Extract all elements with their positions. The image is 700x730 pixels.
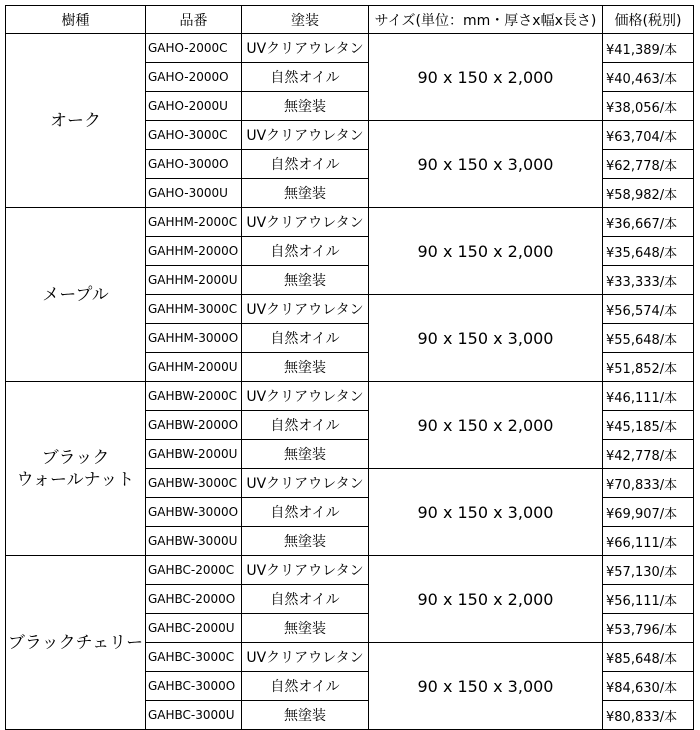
finish-type: 自然オイル xyxy=(242,324,369,353)
species-label: ブラックチェリー xyxy=(7,632,144,653)
species-cell xyxy=(6,34,146,208)
price-cell: ¥41,389/本 xyxy=(603,34,694,63)
size-cell: 90 x 150 x 2,000 xyxy=(369,382,603,469)
finish-type: 自然オイル xyxy=(242,411,369,440)
product-code: GAHHM-2000U xyxy=(146,353,242,382)
product-code: GAHBW-3000C xyxy=(146,469,242,498)
species-cell xyxy=(6,208,146,382)
price-cell: ¥33,333/本 xyxy=(603,266,694,295)
product-code: GAHBC-2000C xyxy=(146,556,242,585)
product-code: GAHHM-2000U xyxy=(146,266,242,295)
product-code: GAHBC-3000U xyxy=(146,701,242,730)
price-cell: ¥53,796/本 xyxy=(603,614,694,643)
table-body xyxy=(6,34,694,730)
product-code: GAHO-2000C xyxy=(146,34,242,63)
price-cell: ¥36,667/本 xyxy=(603,208,694,237)
finish-type: 無塗装 xyxy=(242,614,369,643)
finish-type: UVクリアウレタン xyxy=(242,121,369,150)
price-table-container xyxy=(5,5,694,730)
size-cell: 90 x 150 x 3,000 xyxy=(369,643,603,730)
finish-type: UVクリアウレタン xyxy=(242,208,369,237)
header-finish: 塗装 xyxy=(242,6,369,34)
price-cell: ¥38,056/本 xyxy=(603,92,694,121)
price-cell: ¥69,907/本 xyxy=(603,498,694,527)
price-cell: ¥56,111/本 xyxy=(603,585,694,614)
price-cell: ¥63,704/本 xyxy=(603,121,694,150)
header-size: サイズ(単位：mm・厚さx幅x長さ) xyxy=(369,6,603,34)
species-label: メープル xyxy=(42,284,109,305)
finish-type: UVクリアウレタン xyxy=(242,295,369,324)
size-cell: 90 x 150 x 3,000 xyxy=(369,469,603,556)
price-cell: ¥56,574/本 xyxy=(603,295,694,324)
finish-type: UVクリアウレタン xyxy=(242,469,369,498)
finish-type: 自然オイル xyxy=(242,237,369,266)
finish-type: 自然オイル xyxy=(242,150,369,179)
price-cell: ¥42,778/本 xyxy=(603,440,694,469)
product-code: GAHBC-2000U xyxy=(146,614,242,643)
price-cell: ¥58,982/本 xyxy=(603,179,694,208)
size-cell: 90 x 150 x 3,000 xyxy=(369,295,603,382)
finish-type: 無塗装 xyxy=(242,440,369,469)
finish-type: UVクリアウレタン xyxy=(242,382,369,411)
price-cell: ¥80,833/本 xyxy=(603,701,694,730)
price-cell: ¥40,463/本 xyxy=(603,63,694,92)
product-code: GAHBW-2000O xyxy=(146,411,242,440)
finish-type: 自然オイル xyxy=(242,498,369,527)
finish-type: 自然オイル xyxy=(242,672,369,701)
product-code: GAHBW-2000U xyxy=(146,440,242,469)
finish-type: 自然オイル xyxy=(242,63,369,92)
finish-type: UVクリアウレタン xyxy=(242,34,369,63)
price-cell: ¥45,185/本 xyxy=(603,411,694,440)
product-code: GAHO-3000O xyxy=(146,150,242,179)
header-price: 価格(税別) xyxy=(603,6,694,34)
header-row xyxy=(6,6,694,34)
size-cell: 90 x 150 x 2,000 xyxy=(369,208,603,295)
product-code: GAHO-3000U xyxy=(146,179,242,208)
price-cell: ¥85,648/本 xyxy=(603,643,694,672)
finish-type: 無塗装 xyxy=(242,266,369,295)
finish-type: 無塗装 xyxy=(242,353,369,382)
species-label: ブラック xyxy=(41,447,110,468)
product-code: GAHHM-3000O xyxy=(146,324,242,353)
size-cell: 90 x 150 x 2,000 xyxy=(369,556,603,643)
product-code: GAHBW-3000O xyxy=(146,498,242,527)
product-code: GAHBC-3000O xyxy=(146,672,242,701)
price-cell: ¥84,630/本 xyxy=(603,672,694,701)
product-code: GAHBC-2000O xyxy=(146,585,242,614)
product-code: GAHBC-3000C xyxy=(146,643,242,672)
product-code: GAHBW-2000C xyxy=(146,382,242,411)
product-code: GAHO-2000O xyxy=(146,63,242,92)
table-row xyxy=(6,556,694,585)
product-code: GAHBW-3000U xyxy=(146,527,242,556)
price-cell: ¥57,130/本 xyxy=(603,556,694,585)
size-cell: 90 x 150 x 3,000 xyxy=(369,121,603,208)
product-code: GAHO-2000U xyxy=(146,92,242,121)
species-cell xyxy=(6,556,146,730)
finish-type: 無塗装 xyxy=(242,701,369,730)
species-label: オーク xyxy=(50,110,101,131)
header-code: 品番 xyxy=(146,6,242,34)
table-row xyxy=(6,208,694,237)
size-cell: 90 x 150 x 2,000 xyxy=(369,34,603,121)
product-code: GAHHM-2000O xyxy=(146,237,242,266)
product-code: GAHO-3000C xyxy=(146,121,242,150)
price-table xyxy=(5,5,694,730)
header-species: 樹種 xyxy=(6,6,146,34)
price-cell: ¥46,111/本 xyxy=(603,382,694,411)
price-cell: ¥62,778/本 xyxy=(603,150,694,179)
finish-type: UVクリアウレタン xyxy=(242,556,369,585)
price-cell: ¥35,648/本 xyxy=(603,237,694,266)
finish-type: UVクリアウレタン xyxy=(242,643,369,672)
species-label: ウォールナット xyxy=(16,469,135,490)
table-row xyxy=(6,382,694,411)
table-header xyxy=(6,6,694,34)
table-row xyxy=(6,34,694,63)
finish-type: 無塗装 xyxy=(242,92,369,121)
price-cell: ¥66,111/本 xyxy=(603,527,694,556)
product-code: GAHHM-2000C xyxy=(146,208,242,237)
finish-type: 自然オイル xyxy=(242,585,369,614)
finish-type: 無塗装 xyxy=(242,179,369,208)
species-cell xyxy=(6,382,146,556)
product-code: GAHHM-3000C xyxy=(146,295,242,324)
price-cell: ¥70,833/本 xyxy=(603,469,694,498)
price-cell: ¥55,648/本 xyxy=(603,324,694,353)
price-cell: ¥51,852/本 xyxy=(603,353,694,382)
finish-type: 無塗装 xyxy=(242,527,369,556)
